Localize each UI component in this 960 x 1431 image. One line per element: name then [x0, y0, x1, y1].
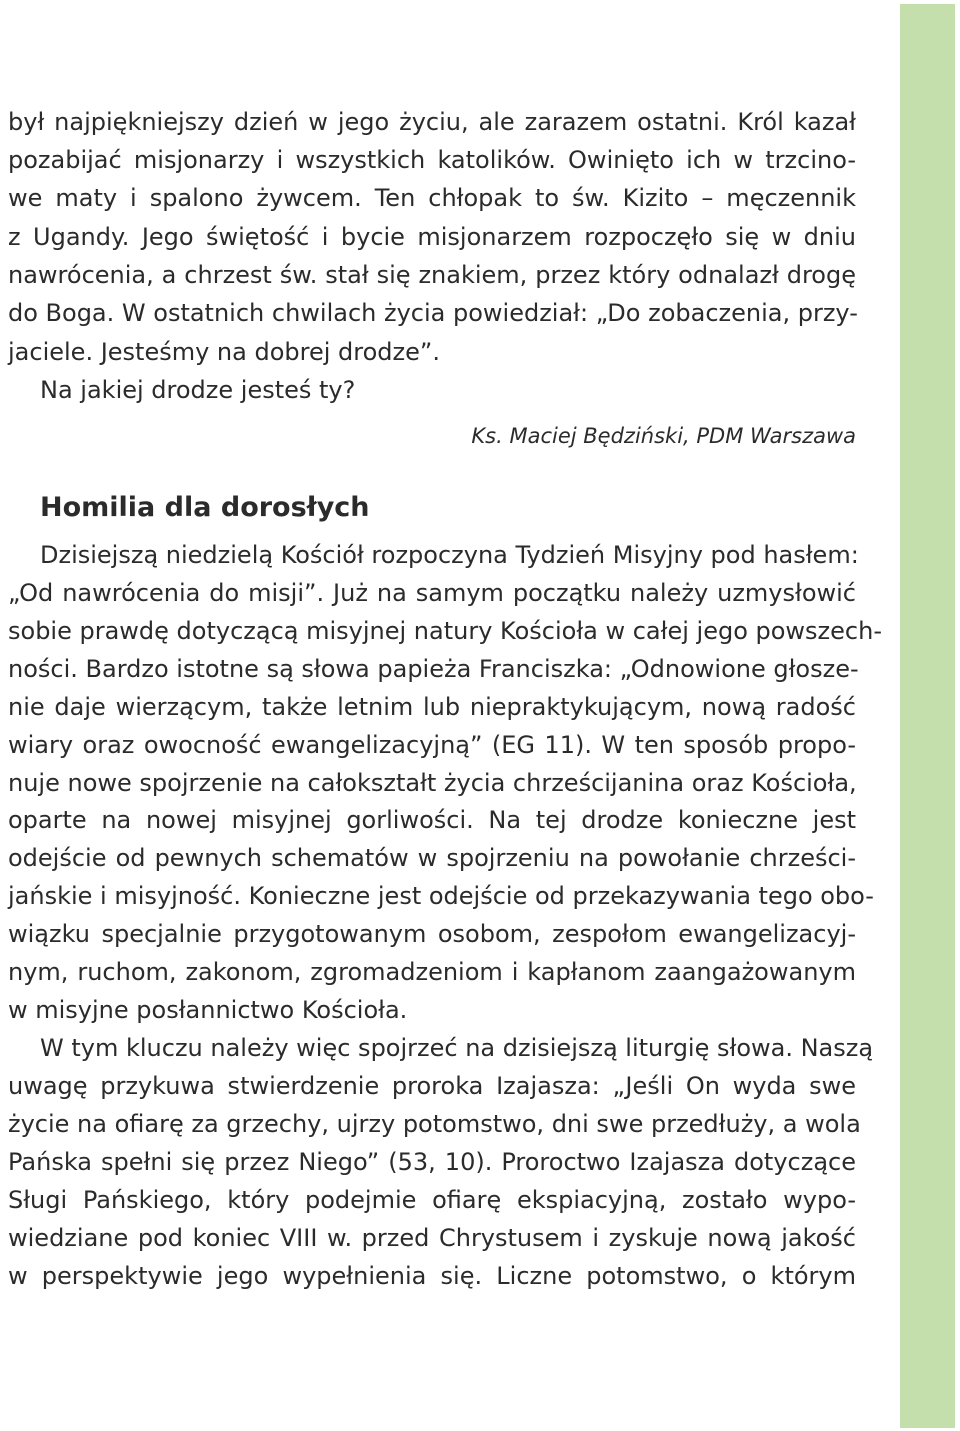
body-line: „Od nawrócenia do misji”. Już na samym początku należy uzmysłowić — [8, 579, 856, 607]
intro-line: był najpiękniejszy dzień w jego życiu, ale zarazem ostatni. Król kazał — [8, 108, 856, 136]
body-line: nuje nowe spojrzenie na całokształt życia chrześcijanina oraz Kościoła, — [8, 769, 857, 797]
body-line: sobie prawdę dotyczącą misyjnej natury Kościoła w całej jego powszech- — [8, 617, 882, 645]
body-line: wiedziane pod koniec VIII w. przed Chrystusem i zyskuje nową jakość — [8, 1224, 856, 1252]
author-attribution: Ks. Maciej Będziński, PDM Warszawa — [471, 424, 856, 448]
body-line: nym, ruchom, zakonom, zgromadzeniom i kapłanom zaangażowanym — [8, 958, 856, 986]
intro-line: do Boga. W ostatnich chwilach życia powiedział: „Do zobaczenia, przy- — [8, 299, 858, 327]
body-line: jańskie i misyjność. Konieczne jest odejście od przekazywania tego obo- — [8, 882, 874, 910]
body-line: W tym kluczu należy więc spojrzeć na dzisiejszą liturgię słowa. Naszą — [40, 1034, 874, 1062]
side-color-bar — [900, 4, 955, 1428]
intro-line: we maty i spalono żywcem. Ten chłopak to św. Kizito – męczennik — [8, 184, 856, 212]
section-heading: Homilia dla dorosłych — [40, 492, 370, 523]
body-line: nie daje wierzącym, także letnim lub niepraktykującym, nową radość — [8, 693, 856, 721]
body-line: Pańska spełni się przez Niego” (53, 10). Proroctwo Izajasza dotyczące — [8, 1148, 856, 1176]
body-line: życie na ofiarę za grzechy, ujrzy potomstwo, dni swe przedłuży, a wola — [8, 1110, 861, 1138]
intro-closing-question: Na jakiej drodze jesteś ty? — [40, 376, 356, 404]
body-line: odejście od pewnych schematów w spojrzeniu na powołanie chrześci- — [8, 844, 856, 872]
body-line: w perspektywie jego wypełnienia się. Liczne potomstwo, o którym — [8, 1262, 856, 1290]
body-line: wiary oraz owocność ewangelizacyjną” (EG 11). W ten sposób propo- — [8, 731, 856, 759]
intro-line: pozabijać misjonarzy i wszystkich katolików. Owinięto ich w trzcino- — [8, 146, 856, 174]
intro-line: nawrócenia, a chrzest św. stał się znakiem, przez który odnalazł drogę — [8, 261, 856, 289]
intro-line: z Ugandy. Jego świętość i bycie misjonarzem rozpoczęło się w dniu — [8, 223, 856, 251]
body-line: Dzisiejszą niedzielą Kościół rozpoczyna Tydzień Misyjny pod hasłem: — [40, 541, 859, 569]
body-line: uwagę przykuwa stwierdzenie proroka Izajasza: „Jeśli On wyda swe — [8, 1072, 856, 1100]
body-line: Sługi Pańskiego, który podejmie ofiarę ekspiacyjną, zostało wypo- — [8, 1186, 856, 1214]
intro-line: jaciele. Jesteśmy na dobrej drodze”. — [8, 338, 440, 366]
body-line: w misyjne posłannictwo Kościoła. — [8, 996, 408, 1024]
body-line: wiązku specjalnie przygotowanym osobom, zespołom ewangelizacyj- — [8, 920, 856, 948]
body-line: ności. Bardzo istotne są słowa papieża Franciszka: „Odnowione głosze- — [8, 655, 859, 683]
body-line: oparte na nowej misyjnej gorliwości. Na tej drodze konieczne jest — [8, 806, 856, 834]
